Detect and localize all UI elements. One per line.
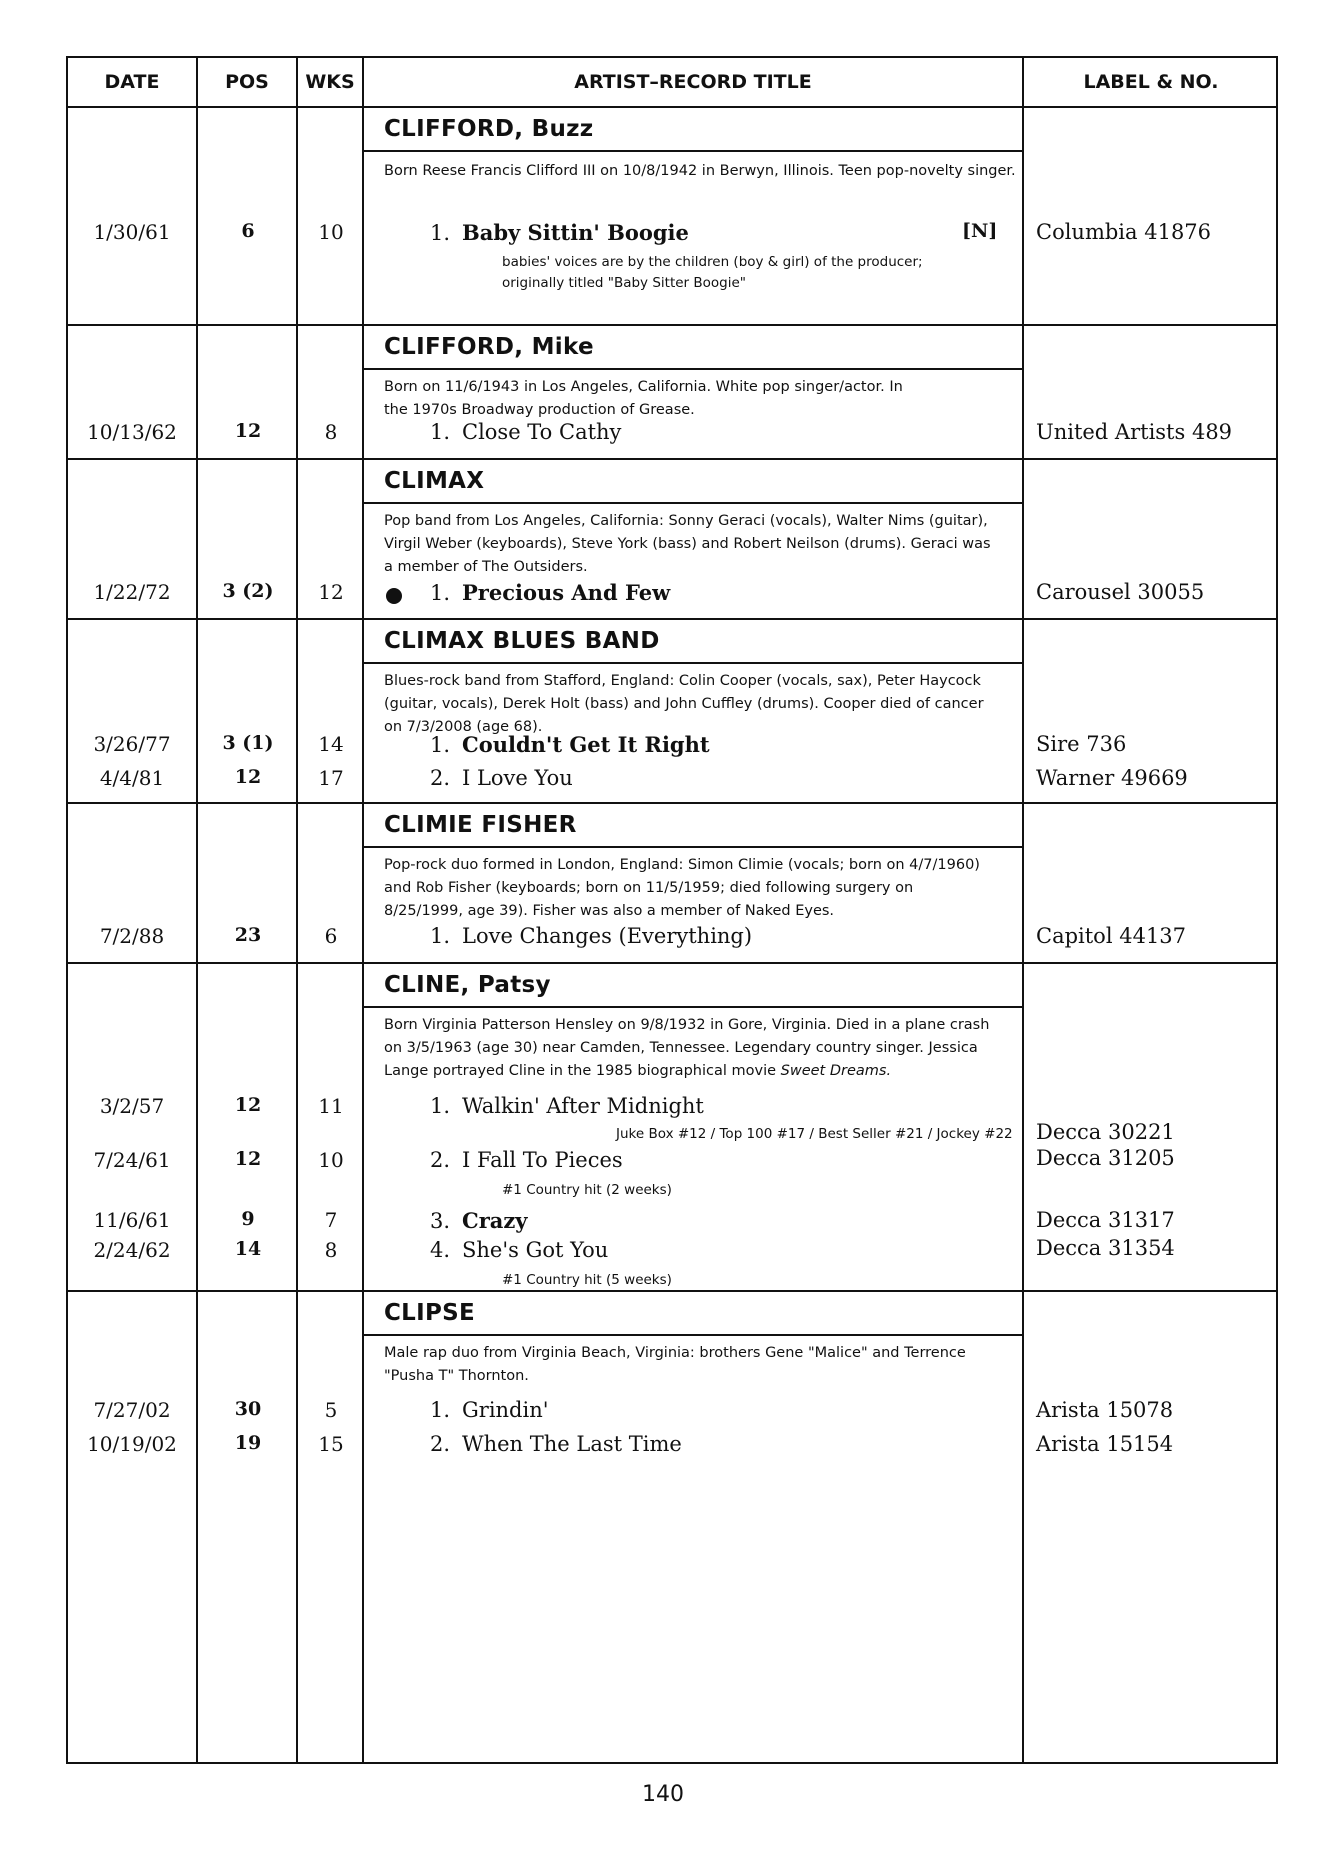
peak-position: 12 bbox=[234, 1094, 262, 1116]
artist-name: CLIMAX BLUES BAND bbox=[384, 628, 660, 654]
artist-name: CLIFFORD, Buzz bbox=[384, 116, 594, 142]
artist-name: CLIFFORD, Mike bbox=[384, 334, 594, 360]
weeks-charted: 5 bbox=[324, 1398, 338, 1422]
track-number: 2. bbox=[430, 1148, 451, 1172]
record-label: Capitol 44137 bbox=[1036, 924, 1187, 948]
record-label: Decca 31354 bbox=[1036, 1236, 1175, 1260]
artist-bio: Born on 11/6/1943 in Los Angeles, California. White pop singer/actor. In the 1970s Broadway production of Grease. bbox=[384, 379, 903, 418]
track-number: 3. bbox=[430, 1209, 451, 1233]
peak-position: 3 (1) bbox=[222, 732, 274, 754]
artist-name: CLIMAX bbox=[384, 468, 485, 494]
song-title: She's Got You bbox=[462, 1238, 609, 1262]
header-label: LABEL & NO. bbox=[1083, 71, 1219, 93]
record-title bbox=[430, 1094, 704, 1118]
chart-date: 11/6/61 bbox=[93, 1208, 171, 1232]
record-title bbox=[430, 924, 752, 948]
artist-bio: Blues-rock band from Stafford, England: Colin Cooper (vocals, sax), Peter Haycock (guitar, vocals), Derek Holt (bass) and John Cuffley (drums). Cooper died of cancer on 7/3/2008 (age 68). bbox=[384, 673, 984, 735]
song-title: I Fall To Pieces bbox=[462, 1148, 623, 1172]
chart-date: 3/2/57 bbox=[99, 1094, 165, 1118]
country-hit-note: #1 Country hit (2 weeks) bbox=[502, 1182, 672, 1198]
record-title bbox=[430, 220, 689, 245]
record-label: Decca 31205 bbox=[1036, 1146, 1175, 1170]
artist-header bbox=[362, 620, 1022, 664]
record-title bbox=[430, 420, 621, 444]
weeks-charted: 8 bbox=[324, 420, 338, 444]
song-title: Baby Sittin' Boogie bbox=[462, 220, 689, 245]
peak-position: 9 bbox=[241, 1208, 255, 1230]
table-row bbox=[68, 1398, 1276, 1428]
song-title: Love Changes (Everything) bbox=[462, 924, 753, 948]
artist-bio-text: Born Virginia Patterson Hensley on 9/8/1932 in Gore, Virginia. Died in a plane crash on 3/5/1963 (age 30) near Camden, Tennessee. Legendary country singer. Jessica Lange portrayed Cline in the 1985 biographical movie bbox=[384, 1017, 990, 1079]
artist-header bbox=[362, 460, 1022, 504]
record-title bbox=[430, 1208, 528, 1233]
table-row bbox=[68, 420, 1276, 450]
record-label: Sire 736 bbox=[1036, 732, 1127, 756]
peak-position: 23 bbox=[234, 924, 262, 946]
country-hit-note: #1 Country hit (5 weeks) bbox=[502, 1272, 672, 1288]
track-number: 1. bbox=[430, 420, 451, 444]
track-number: 1. bbox=[430, 221, 451, 245]
table-row bbox=[68, 732, 1276, 762]
chart-table bbox=[66, 56, 1278, 1764]
record-title bbox=[430, 580, 670, 605]
table-row bbox=[68, 1148, 1276, 1178]
table-row bbox=[68, 1432, 1276, 1462]
song-title: Walkin' After Midnight bbox=[462, 1094, 704, 1118]
record-title bbox=[430, 1148, 623, 1172]
artist-name: CLIPSE bbox=[384, 1300, 476, 1326]
table-row bbox=[68, 1208, 1276, 1238]
record-label: Warner 49669 bbox=[1036, 766, 1188, 790]
record-label: Arista 15078 bbox=[1036, 1398, 1174, 1422]
record-label: Carousel 30055 bbox=[1036, 580, 1205, 604]
chart-date: 4/4/81 bbox=[99, 766, 165, 790]
peak-position: 19 bbox=[234, 1432, 262, 1454]
artist-bio: Pop-rock duo formed in London, England: Simon Climie (vocals; born on 4/7/1960) and Rob Fisher (keyboards; born on 11/5/1959; died following surgery on 8/25/1999, age 39). Fisher was also a member of Naked Eyes. bbox=[384, 857, 980, 919]
table-row bbox=[68, 924, 1276, 954]
song-title: Grindin' bbox=[462, 1398, 549, 1422]
column-divider bbox=[362, 58, 364, 1762]
artist-header bbox=[362, 1292, 1022, 1336]
header-date: DATE bbox=[104, 71, 160, 93]
novelty-tag: [N] bbox=[962, 220, 998, 242]
track-number: 4. bbox=[430, 1238, 451, 1262]
header-wks: WKS bbox=[305, 71, 355, 93]
chart-date: 3/26/77 bbox=[93, 732, 171, 756]
artist-header bbox=[362, 326, 1022, 370]
chart-date: 10/13/62 bbox=[87, 420, 177, 444]
track-number: 1. bbox=[430, 924, 451, 948]
header-title: ARTIST–RECORD TITLE bbox=[574, 71, 812, 93]
artist-bio bbox=[384, 1014, 1004, 1083]
header-pos: POS bbox=[225, 71, 269, 93]
record-note: originally titled "Baby Sitter Boogie" bbox=[502, 275, 747, 291]
record-label: Columbia 41876 bbox=[1036, 220, 1212, 244]
record-title bbox=[430, 1238, 608, 1262]
record-title bbox=[430, 1432, 682, 1456]
chart-date: 7/27/02 bbox=[93, 1398, 171, 1422]
record-label: Decca 31317 bbox=[1036, 1208, 1175, 1232]
table-row bbox=[68, 580, 1276, 610]
weeks-charted: 17 bbox=[318, 766, 344, 790]
track-number: 1. bbox=[430, 581, 451, 605]
peak-position: 6 bbox=[241, 220, 255, 242]
track-number: 1. bbox=[430, 1398, 451, 1422]
weeks-charted: 14 bbox=[318, 732, 344, 756]
peak-position: 12 bbox=[234, 420, 262, 442]
weeks-charted: 11 bbox=[318, 1094, 344, 1118]
record-label: Arista 15154 bbox=[1036, 1432, 1174, 1456]
weeks-charted: 8 bbox=[324, 1238, 338, 1262]
column-divider bbox=[1022, 58, 1024, 1762]
song-title: When The Last Time bbox=[462, 1432, 682, 1456]
chart-date: 10/19/02 bbox=[87, 1432, 177, 1456]
table-row bbox=[68, 220, 1276, 250]
chart-date: 1/30/61 bbox=[93, 220, 171, 244]
weeks-charted: 7 bbox=[324, 1208, 338, 1232]
weeks-charted: 10 bbox=[318, 1148, 344, 1172]
peak-position: 14 bbox=[234, 1238, 262, 1260]
artist-header bbox=[362, 108, 1022, 152]
record-label: United Artists 489 bbox=[1036, 420, 1233, 444]
movie-title: Sweet Dreams. bbox=[780, 1063, 892, 1079]
chart-date: 7/2/88 bbox=[99, 924, 165, 948]
artist-bio: Born Reese Francis Clifford III on 10/8/1942 in Berwyn, Illinois. Teen pop-novelty singer. bbox=[384, 163, 1016, 179]
artist-bio: Male rap duo from Virginia Beach, Virginia: brothers Gene "Malice" and Terrence "Pusha T" Thornton. bbox=[384, 1345, 966, 1384]
song-title: Couldn't Get It Right bbox=[462, 732, 710, 757]
artist-name: CLINE, Patsy bbox=[384, 972, 551, 998]
weeks-charted: 6 bbox=[324, 924, 338, 948]
chart-date: 1/22/72 bbox=[93, 580, 171, 604]
song-title: I Love You bbox=[462, 766, 573, 790]
record-title bbox=[430, 1398, 549, 1422]
artist-name: CLIMIE FISHER bbox=[384, 812, 577, 838]
chart-breakdown-note: Juke Box #12 / Top 100 #17 / Best Seller #21 / Jockey #22 bbox=[616, 1126, 1013, 1142]
song-title: Crazy bbox=[462, 1208, 528, 1233]
record-title bbox=[430, 766, 573, 790]
track-number: 2. bbox=[430, 1432, 451, 1456]
peak-position: 3 (2) bbox=[222, 580, 274, 602]
artist-bio: Pop band from Los Angeles, California: Sonny Geraci (vocals), Walter Nims (guitar), Virgil Weber (keyboards), Steve York (bass) and Robert Neilson (drums). Geraci was a member of The Outsiders. bbox=[384, 513, 991, 575]
table-row bbox=[68, 766, 1276, 796]
track-number: 1. bbox=[430, 733, 451, 757]
artist-header bbox=[362, 804, 1022, 848]
weeks-charted: 15 bbox=[318, 1432, 344, 1456]
chart-date: 2/24/62 bbox=[93, 1238, 171, 1262]
table-row bbox=[68, 1238, 1276, 1268]
song-title: Precious And Few bbox=[462, 580, 671, 605]
artist-header bbox=[362, 964, 1022, 1008]
page-number: 140 bbox=[642, 1782, 684, 1807]
song-title: Close To Cathy bbox=[462, 420, 622, 444]
peak-position: 30 bbox=[234, 1398, 262, 1420]
peak-position: 12 bbox=[234, 1148, 262, 1170]
weeks-charted: 12 bbox=[318, 580, 344, 604]
record-label: Decca 30221 bbox=[1036, 1120, 1175, 1144]
track-number: 2. bbox=[430, 766, 451, 790]
column-divider bbox=[196, 58, 198, 1762]
weeks-charted: 10 bbox=[318, 220, 344, 244]
peak-position: 12 bbox=[234, 766, 262, 788]
record-title bbox=[430, 732, 710, 757]
column-divider bbox=[296, 58, 298, 1762]
chart-date: 7/24/61 bbox=[93, 1148, 171, 1172]
track-number: 1. bbox=[430, 1094, 451, 1118]
record-note: babies' voices are by the children (boy & girl) of the producer; bbox=[502, 254, 923, 270]
